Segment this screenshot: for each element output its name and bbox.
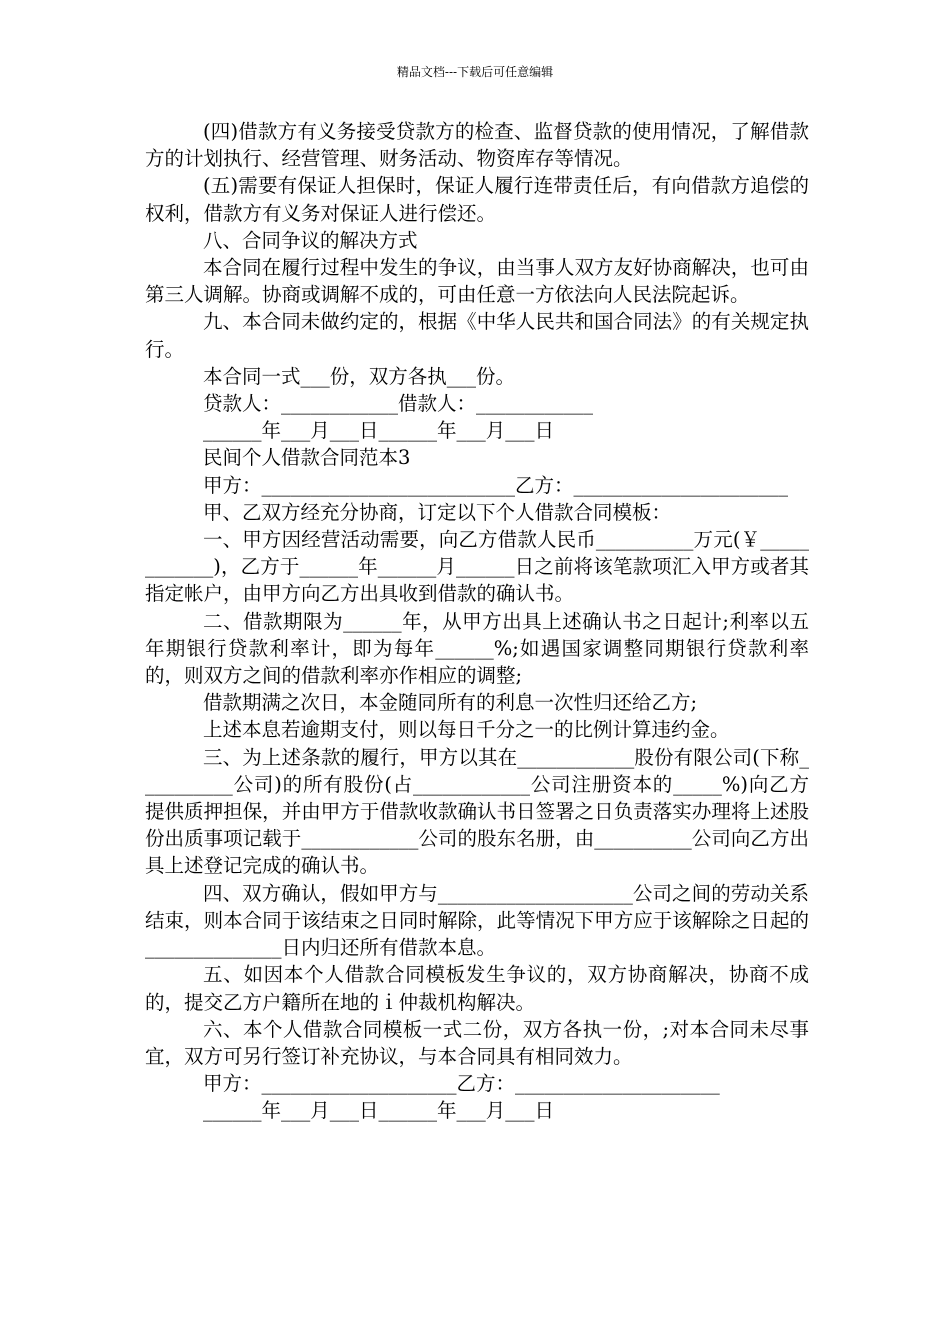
paragraph-clause-1-loan-amount: 一、甲方因经营活动需要，向乙方借款人民币__________万元(￥____________)，乙方于______年______月______日之前将该笔款项汇入甲方或者其指定帐户，由甲方向乙方出具收到借款的确认书。 [145,528,809,606]
date-line-2: ______年___月___日______年___月___日 [203,1099,555,1123]
paragraph-repayment: 借款期满之次日，本金随同所有的利息一次性归还给乙方; [203,691,698,715]
paragraph-section-9: 九、本合同未做约定的，根据《中华人民共和国合同法》的有关规定执行。 [145,310,809,361]
paragraph-penalty: 上述本息若逾期支付，则以每日千分之一的比例计算违约金。 [203,718,730,742]
document-body [145,118,809,1125]
paragraph-clause-2-term: 二、借款期限为______年，从甲方出具上述确认书之日起计;利率以五年期银行贷款利率计，即为每年______%;如遇国家调整同期银行贷款利率的，则双方之间的借款利率亦作相应的调整; [145,609,809,688]
paragraph-clause-5-arbitration: 五、如因本个人借款合同模板发生争议的，双方协商解决，协商不成的，提交乙方户籍所在地的ｉ仲裁机构解决。 [145,963,809,1014]
paragraph-intro: 甲、乙双方经充分协商，订定以下个人借款合同模板： [203,500,672,524]
paragraph-clause-3-pledge: 三、为上述条款的履行，甲方以其在____________股份有限公司(下称__________公司)的所有股份(占____________公司注册资本的_____%)向乙方提供质押担保，并由甲方于借款收款确认书日签署之日负责落实办理将上述股份出质事项记载于____________公司的股东名册，由__________公司向乙方出具上述登记完成的确认书。 [145,745,809,878]
paragraph-dispute-resolution: 本合同在履行过程中发生的争议，由当事人双方友好协商解决，也可由第三人调解。协商或调解不成的，可由任意一方依法向人民法院起诉。 [145,256,809,307]
party-line-bottom: 甲方：____________________乙方：_____________________ [203,1072,720,1096]
party-line-top: 甲方：__________________________乙方：______________________ [203,473,789,497]
paragraph-clause-5-guarantor: (五)需要有保证人担保时，保证人履行连带责任后，有向借款方追偿的权利，借款方有义务对保证人进行偿还。 [145,174,809,225]
page-header: 精品文档---下载后可任意编辑 [396,65,554,79]
paragraph-clause-6-copies: 六、本个人借款合同模板一式二份，双方各执一份，;对本合同未尽事宜，双方可另行签订补充协议，与本合同具有相同效力。 [145,1017,809,1068]
contract-title-3: 民间个人借款合同范本3 [203,446,411,470]
signature-line-parties: 贷款人：____________借款人：____________ [203,392,594,416]
paragraph-copies: 本合同一式___份，双方各执___份。 [203,364,516,388]
section-heading-dispute: 八、合同争议的解决方式 [203,228,418,252]
paragraph-clause-4-termination: 四、双方确认，假如甲方与____________________公司之间的劳动关系结束，则本合同于该结束之日同时解除，此等情况下甲方应于该解除之日起的______________日内归还所有借款本息。 [145,881,809,960]
date-line-1: ______年___月___日______年___月___日 [203,419,555,443]
paragraph-clause-4-inspection: (四)借款方有义务接受贷款方的检查、监督贷款的使用情况，了解借款方的计划执行、经营管理、财务活动、物资库存等情况。 [145,120,809,171]
